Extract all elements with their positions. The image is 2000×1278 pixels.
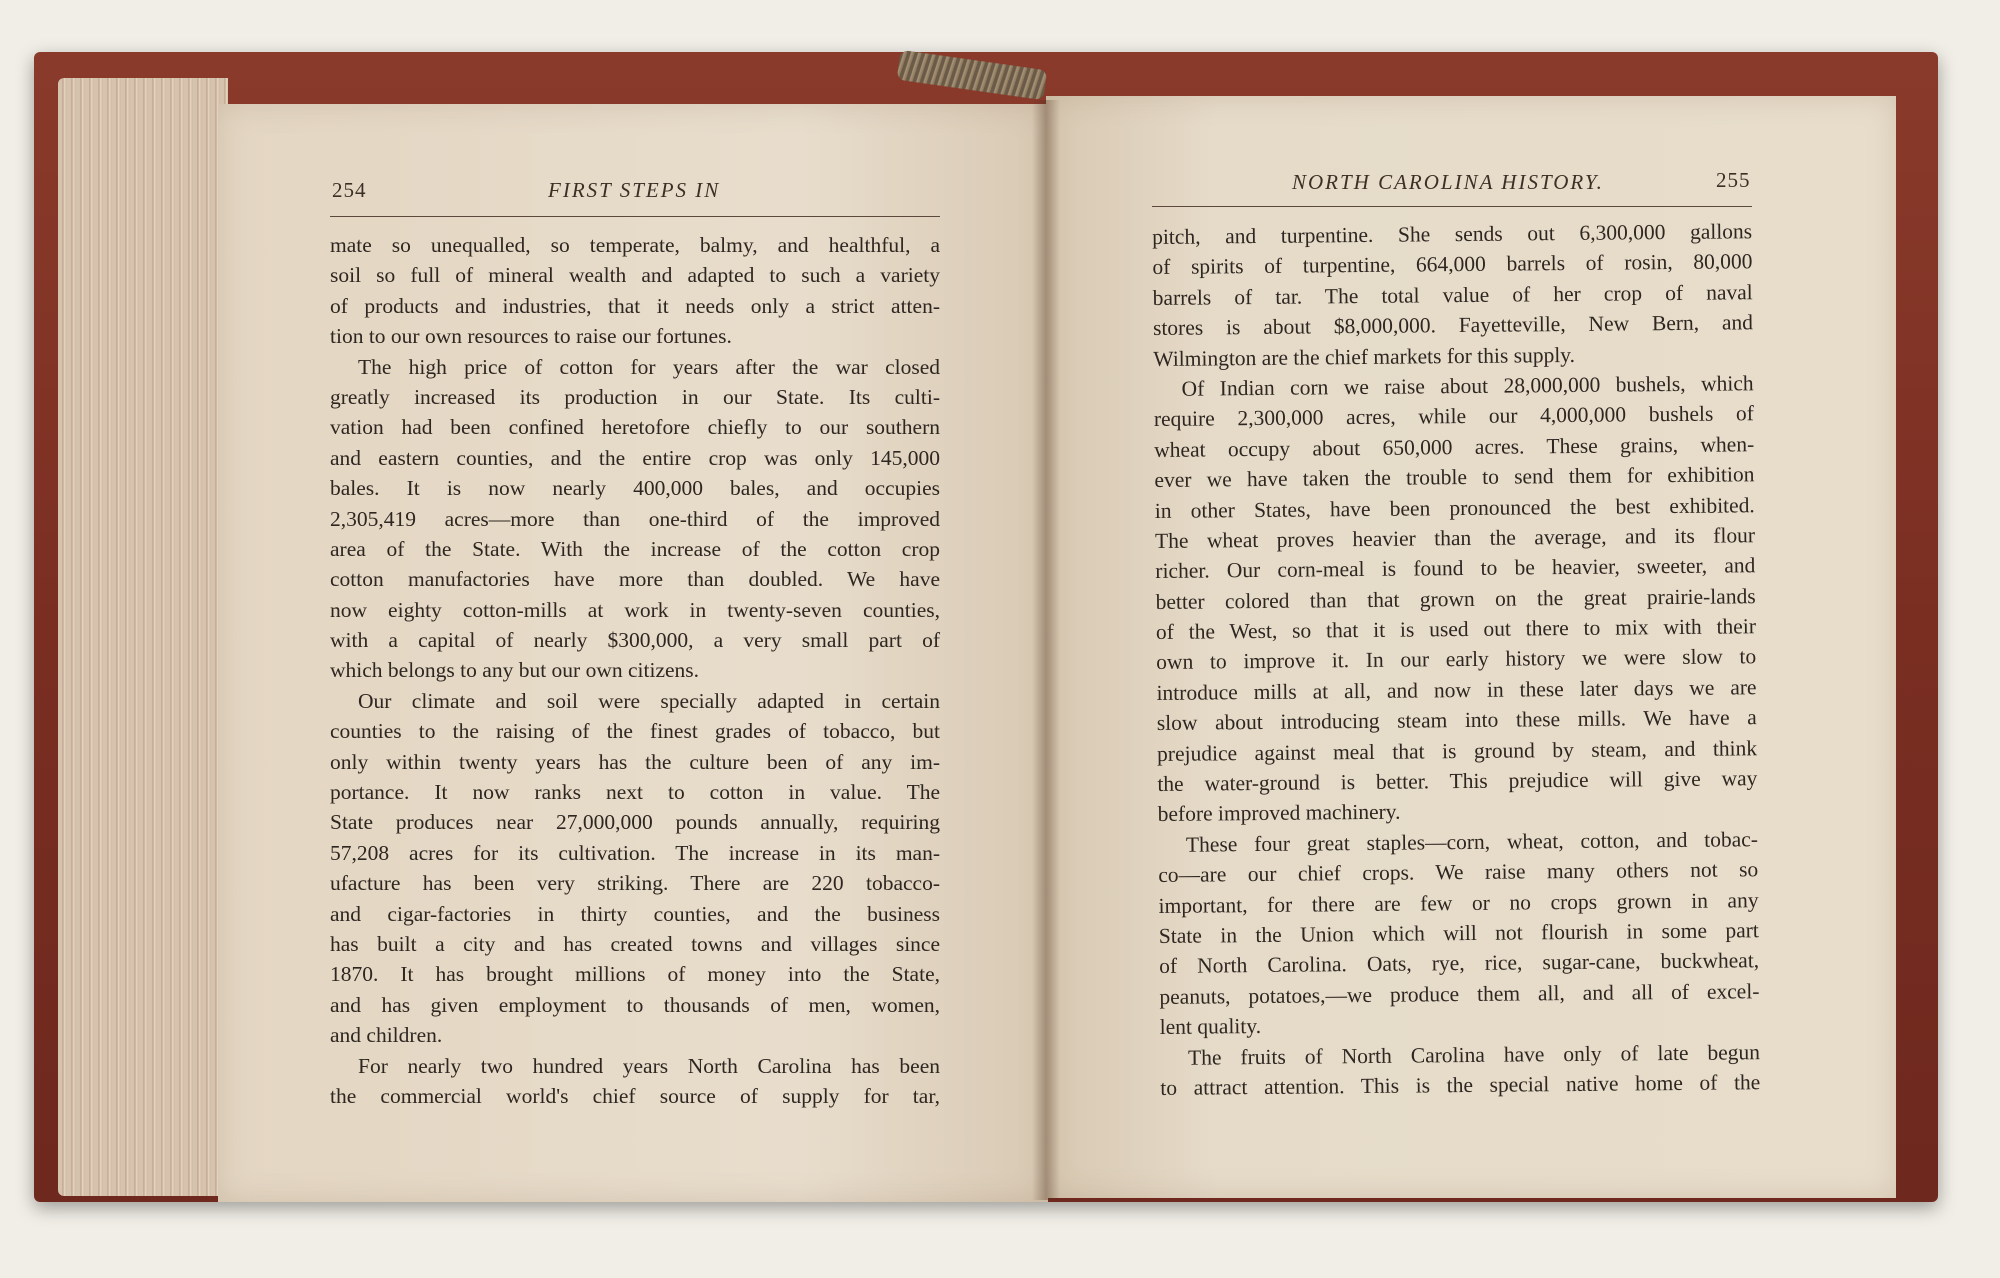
text-line: greatly increased its production in our State. Its culti- [330, 384, 940, 409]
left-header-rule [330, 216, 940, 217]
text-line: the commercial world's chief source of supply for tar, [330, 1083, 940, 1108]
page-edges [58, 78, 228, 1196]
text-line: The wheat proves heavier than the average, and its flour [1154, 523, 1756, 553]
text-line: Of Indian corn we raise about 28,000,000 bushels, which [1181, 371, 1754, 401]
text-line: vation had been confined heretofore chiefly to our southern [330, 415, 940, 440]
text-line: For nearly two hundred years North Carolina has been [358, 1053, 940, 1078]
text-line: better colored than that grown on the great prairie-lands [1155, 583, 1756, 614]
left-running-head: FIRST STEPS IN [548, 178, 721, 202]
text-line: introduce mills at all, and now in these later days we are [1156, 675, 1757, 705]
text-line: 1870. It has brought millions of money into the State, [330, 962, 940, 987]
text-line: State produces near 27,000,000 pounds annually, requiring [330, 810, 940, 835]
left-page [218, 104, 1048, 1202]
right-body-text [1152, 216, 1760, 1103]
text-line: to attract attention. This is the special native home of the [1160, 1070, 1761, 1100]
text-line: and cigar-factories in thirty counties, and the business [330, 901, 940, 926]
text-line: bales. It is now nearly 400,000 bales, and occupies [330, 476, 940, 501]
text-line: of spirits of turpentine, 664,000 barrels of rosin, 80,000 [1152, 249, 1753, 280]
text-line: own to improve it. In our early history we were slow to [1156, 644, 1757, 675]
text-line: ufacture has been very striking. There are 220 tobacco- [330, 871, 940, 896]
text-line: now eighty cotton-mills at work in twenty-seven counties, [330, 597, 940, 622]
right-page [1046, 96, 1896, 1198]
text-line: the water-ground is better. This prejudice will give way [1157, 766, 1758, 797]
text-line: wheat occupy about 650,000 acres. These grains, when- [1154, 431, 1755, 462]
text-line: only within twenty years has the culture been of any im- [330, 749, 940, 774]
text-line: tion to our own resources to raise our fortunes. [330, 324, 732, 349]
text-line: mate so unequalled, so temperate, balmy, and healthful, a [330, 233, 940, 257]
right-header-rule [1152, 206, 1752, 207]
text-line: of the West, so that it is used out there to mix with their [1155, 614, 1757, 645]
left-body-text [330, 230, 940, 1111]
text-line: lent quality. [1159, 1014, 1262, 1040]
text-line: portance. It now ranks next to cotton in value. The [330, 780, 940, 805]
text-line: cotton manufactories have more than doubled. We have [330, 567, 940, 592]
text-line: has built a city and has created towns and villages since [330, 931, 940, 956]
text-line: which belongs to any but our own citizens. [330, 658, 700, 683]
text-line: peanuts, potatoes,—we produce them all, and all of excel- [1159, 978, 1760, 1009]
text-line: 57,208 acres for its cultivation. The increase in its man- [330, 840, 940, 865]
left-page-number: 254 [332, 178, 367, 202]
text-line: counties to the raising of the finest grades of tobacco, but [330, 719, 940, 744]
book-gutter [1032, 100, 1060, 1200]
text-line: pitch, and turpentine. She sends out 6,300,000 gallons [1152, 219, 1753, 249]
text-line: before improved machinery. [1157, 800, 1401, 827]
text-line: Our climate and soil were specially adapted in certain [358, 688, 940, 713]
text-line: with a capital of nearly $300,000, a very small part of [330, 628, 940, 653]
text-line: barrels of tar. The total value of her crop of naval [1152, 280, 1753, 310]
text-line: and has given employment to thousands of men, women, [330, 992, 940, 1017]
text-line: and children. [330, 1023, 443, 1048]
text-line: ever we have taken the trouble to send them for exhibition [1154, 462, 1755, 493]
text-line: in other States, have been pronounced the best exhibited. [1154, 492, 1755, 523]
text-line: area of the State. With the increase of the cotton crop [330, 536, 940, 561]
text-line: of North Carolina. Oats, rye, rice, sugar-cane, buckwheat, [1159, 948, 1760, 979]
text-line: require 2,300,000 acres, while our 4,000,000 bushels of [1153, 401, 1754, 432]
text-line: richer. Our corn-meal is found to be heavier, sweeter, and [1155, 553, 1756, 584]
text-line: and eastern counties, and the entire crop was only 145,000 [330, 445, 940, 470]
text-line: stores is about $8,000,000. Fayetteville, New Bern, and [1152, 310, 1754, 341]
text-line: important, for there are few or no crops grown in any [1158, 887, 1759, 918]
right-page-number: 255 [1716, 168, 1751, 192]
text-line: The high price of cotton for years after the war closed [358, 354, 940, 379]
text-line: co—are our chief crops. We raise many others not so [1158, 857, 1759, 888]
text-line: prejudice against meal that is ground by steam, and think [1156, 735, 1758, 766]
text-line: of products and industries, that it needs only a strict atten- [330, 293, 940, 318]
text-line: soil so full of mineral wealth and adapted to such a variety [330, 263, 940, 288]
text-line: These four great staples—corn, wheat, cotton, and tobac- [1185, 827, 1759, 857]
text-line: State in the Union which will not flourish in some part [1158, 918, 1759, 948]
text-line: The fruits of North Carolina have only of late begun [1187, 1039, 1761, 1070]
text-line: Wilmington are the chief markets for this supply. [1153, 342, 1576, 371]
text-line: slow about introducing steam into these mills. We have a [1156, 705, 1757, 736]
right-running-head: NORTH CAROLINA HISTORY. [1292, 170, 1604, 194]
text-line: 2,305,419 acres—more than one-third of the improved [330, 506, 940, 531]
